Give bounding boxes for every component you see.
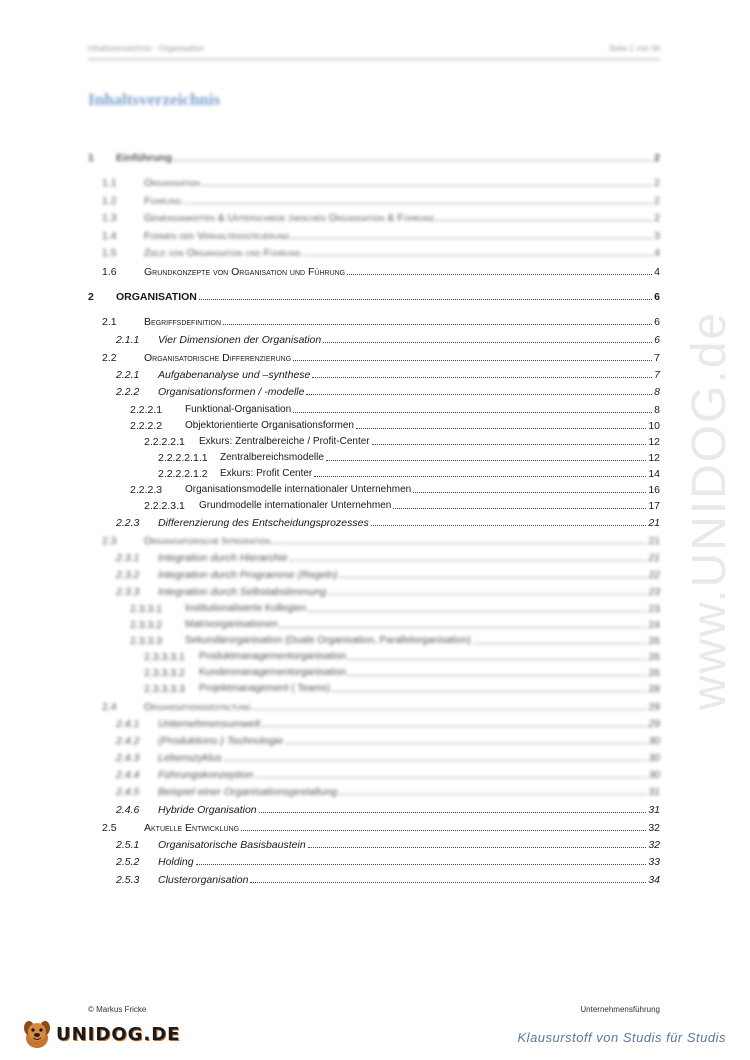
toc-dot-leader: [250, 881, 646, 883]
header-left-text: Inhaltsverzeichnis - Organisation: [88, 44, 205, 53]
footer-subject: Unternehmensführung: [580, 1005, 660, 1014]
toc-entry-number: 2.5.2: [116, 856, 140, 868]
toc-entry[interactable]: [88, 835, 660, 851]
toc-entry[interactable]: [88, 432, 660, 448]
toc-entry-number: 2.4: [102, 701, 117, 713]
toc-dot-leader: [253, 708, 646, 710]
toc-entry[interactable]: [88, 748, 660, 764]
toc-entry-page: 7: [654, 369, 660, 381]
toc-entry-page: 26: [648, 667, 660, 679]
toc-dot-leader: [241, 829, 646, 831]
toc-entry-page: 29: [648, 718, 660, 730]
toc-entry-number: 1: [88, 152, 94, 164]
toc-entry[interactable]: [88, 226, 660, 242]
toc-dot-leader: [272, 542, 646, 544]
toc-entry-number: 1.2: [102, 195, 117, 207]
toc-dot-leader: [314, 475, 646, 477]
toc-dot-leader: [436, 219, 652, 221]
toc-entry-page: 3: [654, 230, 660, 242]
toc-entry-title: Begriffsdefinition: [144, 316, 222, 328]
toc-entry-number: 2.4.5: [116, 786, 140, 798]
toc-entry-page: 30: [648, 735, 660, 747]
watermark-text: www.UNIDOG.de: [683, 310, 737, 710]
toc-dot-leader: [174, 159, 652, 161]
toc-dot-leader: [340, 576, 647, 578]
toc-entry-page: 8: [654, 404, 660, 416]
toc-entry-page: 22: [648, 569, 660, 581]
toc-entry-page: 28: [648, 683, 660, 695]
toc-entry-page: 26: [648, 635, 660, 647]
toc-entry-title: Hybride Organisation: [158, 804, 257, 816]
toc-entry-page: 16: [648, 484, 660, 496]
toc-entry-page: 32: [648, 839, 660, 851]
toc-entry-number: 2.3.3.1: [130, 603, 163, 615]
toc-dot-leader: [308, 846, 647, 848]
toc-entry-number: 2.4.4: [116, 769, 140, 781]
toc-entry-page: 2: [654, 212, 660, 224]
toc-entry-title: Kundenmanagementorganisation: [199, 667, 347, 678]
toc-entry-number: 2.2.2.2.1: [144, 436, 185, 448]
toc-entry-title: Integration durch Selbstabstimmung: [158, 586, 327, 598]
toc-entry-page: 2: [654, 195, 660, 207]
toc-entry-page: 6: [654, 291, 660, 303]
toc-entry-number: 2.3.3.3: [130, 635, 163, 647]
toc-entry[interactable]: [88, 330, 660, 346]
toc-entry-number: 2.3.3: [116, 586, 140, 598]
toc-entry[interactable]: [88, 731, 660, 747]
toc-entry-page: 30: [648, 752, 660, 764]
toc-entry-number: 2.2.2.2.1.2: [158, 468, 208, 480]
toc-entry[interactable]: [88, 348, 660, 364]
toc-entry[interactable]: [88, 765, 660, 781]
toc-dot-leader: [308, 610, 646, 612]
toc-dot-leader: [332, 690, 646, 692]
toc-entry-title: Führung: [144, 195, 182, 207]
header-rule: [88, 58, 660, 61]
toc-dot-leader: [393, 507, 646, 509]
toc-entry[interactable]: [88, 287, 660, 303]
unidog-logo[interactable]: [20, 1018, 180, 1050]
toc-entry-number: 2.1: [102, 316, 117, 328]
toc-entry-number: 2.5.1: [116, 839, 140, 851]
toc-entry-title: Objektorientierte Organisationsformen: [185, 420, 354, 431]
toc-entry-page: 21: [648, 552, 660, 564]
toc-entry-number: 2.5: [102, 822, 117, 834]
toc-dot-leader: [280, 626, 646, 628]
toc-entry[interactable]: [88, 647, 660, 663]
toc-dot-leader: [371, 524, 647, 526]
toc-entry-title: Aktuelle Entwicklung: [144, 822, 240, 834]
toc-dot-leader: [347, 273, 652, 275]
toc-entry-number: 2.1.1: [116, 334, 140, 346]
toc-entry[interactable]: [88, 464, 660, 480]
toc-entry-page: 12: [648, 436, 660, 448]
toc-entry-title: Beispiel einer Organisationsgestaltung: [158, 786, 338, 798]
toc-entry-page: 14: [648, 468, 660, 480]
toc-entry[interactable]: [88, 382, 660, 398]
toc-entry-title: Organisatorische Basisbaustein: [158, 839, 306, 851]
toc-entry[interactable]: [88, 191, 660, 207]
toc-dot-leader: [473, 642, 647, 644]
toc-dot-leader: [290, 559, 647, 561]
toc-entry-number: 2.2.2.2: [130, 420, 163, 432]
toc-entry-title: Produktmanagementorganisation: [199, 651, 347, 662]
toc-entry-page: 10: [648, 420, 660, 432]
toc-entry-title: Formen der Verhaltenssteuerung: [144, 230, 290, 242]
toc-entry[interactable]: [88, 173, 660, 189]
header-right-text: Seite 1 von 34: [608, 44, 660, 53]
toc-entry-page: 2: [654, 152, 660, 164]
toc-entry-page: 26: [648, 651, 660, 663]
toc-entry-title: Exkurs: Profit Center: [220, 468, 313, 479]
toc-entry-page: 21: [648, 517, 660, 529]
toc-entry-title: Unternehmensumwelt: [158, 718, 261, 730]
toc-dot-leader: [356, 427, 646, 429]
toc-entry-page: 4: [654, 247, 660, 259]
toc-entry[interactable]: [88, 599, 660, 615]
toc-entry[interactable]: [88, 697, 660, 713]
toc-entry-title: Organisatorische Differenzierung: [144, 352, 292, 364]
toc-entry-number: 2.2.2: [116, 386, 140, 398]
toc-dot-leader: [303, 254, 653, 256]
tagline: Klausurstoff von Studis für Studis: [517, 1030, 726, 1045]
toc-dot-leader: [339, 793, 646, 795]
toc-entry-page: 23: [648, 603, 660, 615]
toc-entry-title: Integration durch Hierarchie: [158, 552, 288, 564]
toc-entry-page: 31: [648, 804, 660, 816]
toc-entry-page: 33: [648, 856, 660, 868]
toc-entry-number: 2.3.3.3.3: [144, 683, 185, 695]
watermark: [680, 280, 740, 740]
toc-dot-leader: [202, 184, 652, 186]
toc-entry-number: 2.2.1: [116, 369, 140, 381]
toc-entry-title: Vier Dimensionen der Organisation: [158, 334, 322, 346]
toc-entry-title: Lebenszyklus: [158, 752, 222, 764]
toc-entry-page: 6: [654, 334, 660, 346]
toc-entry[interactable]: [88, 400, 660, 416]
toc-entry-title: Differenzierung des Entscheidungsprozesses: [158, 517, 369, 529]
toc-entry[interactable]: [88, 565, 660, 581]
toc-entry-page: 31: [648, 786, 660, 798]
toc-entry-title: Projektmanagement ( Teams): [199, 683, 330, 694]
toc-dot-leader: [348, 658, 646, 660]
toc-entry-page: 21: [648, 535, 660, 547]
toc-dot-leader: [312, 376, 652, 378]
toc-dot-leader: [326, 459, 646, 461]
toc-dot-leader: [323, 341, 652, 343]
toc-entry-page: 7: [654, 352, 660, 364]
toc-entry-title: Führungskonzeption: [158, 769, 254, 781]
toc-entry-page: 32: [648, 822, 660, 834]
toc-entry-number: 1.1: [102, 177, 117, 189]
toc-entry-page: 2: [654, 177, 660, 189]
toc-dot-leader: [293, 411, 652, 413]
page-header: [88, 42, 660, 58]
toc-entry[interactable]: [88, 531, 660, 547]
toc-dot-leader: [372, 443, 647, 445]
toc-entry[interactable]: [88, 208, 660, 224]
toc-entry[interactable]: [88, 818, 660, 834]
toc-entry[interactable]: [88, 548, 660, 564]
toc-entry-title: Sekundärorganisation (Duale Organisation, Parallelorganisation): [185, 635, 471, 646]
toc-dot-leader: [328, 593, 646, 595]
toc-entry-number: 2.2: [102, 352, 117, 364]
toc-entry-title: Grundkonzepte von Organisation und Führung: [144, 266, 346, 278]
toc-entry[interactable]: [88, 870, 660, 886]
toc-entry-number: 1.6: [102, 266, 117, 278]
toc-entry[interactable]: [88, 496, 660, 512]
toc-entry-number: 1.4: [102, 230, 117, 242]
toc-entry-title: Clusterorganisation: [158, 874, 249, 886]
toc-dot-leader: [306, 393, 652, 395]
toc-dot-leader: [196, 863, 647, 865]
toc-entry-title: Organisationsformen / -modelle: [158, 386, 305, 398]
toc-entry-title: Aufgabenanalyse und –synthese: [158, 369, 311, 381]
toc-entry-number: 2.4.3: [116, 752, 140, 764]
toc-entry-number: 1.3: [102, 212, 117, 224]
toc-entry[interactable]: [88, 312, 660, 328]
toc-entry[interactable]: [88, 480, 660, 496]
toc-entry-title: Integration durch Programme (Regeln): [158, 569, 338, 581]
toc-entry-page: 4: [654, 266, 660, 278]
toc-entry-page: 12: [648, 452, 660, 464]
toc-entry-page: 30: [648, 769, 660, 781]
toc-dot-leader: [285, 742, 646, 744]
toc-dot-leader: [255, 776, 646, 778]
toc-entry-number: 2.3.3.3.1: [144, 651, 185, 663]
footer-copyright: © Markus Fricke: [88, 1005, 147, 1014]
toc-entry[interactable]: [88, 262, 660, 278]
toc-entry-title: Organisation: [144, 177, 200, 189]
toc-dot-leader: [223, 323, 652, 325]
toc-entry[interactable]: [88, 416, 660, 432]
toc-entry[interactable]: [88, 663, 660, 679]
toc-entry-title: Funktional-Organisation: [185, 404, 292, 415]
toc-entry-number: 2.3: [102, 535, 117, 547]
toc-entry-title: (Produktions-) Technologie: [158, 735, 284, 747]
toc-entry-title: Organisationsgestaltung: [144, 701, 251, 713]
toc-entry-title: ORGANISATION: [116, 291, 197, 303]
toc-entry-number: 2.4.1: [116, 718, 140, 730]
toc-dot-leader: [262, 725, 646, 727]
toc-dot-leader: [292, 237, 653, 239]
toc-entry[interactable]: [88, 513, 660, 529]
toc-dot-leader: [348, 674, 646, 676]
toc-entry-page: 24: [648, 619, 660, 631]
toc-entry-number: 2.3.3.2: [130, 619, 163, 631]
toc-entry-title: Institutionalisierte Kollegien: [185, 603, 307, 614]
toc-entry[interactable]: [88, 800, 660, 816]
toc-entry[interactable]: [88, 582, 660, 598]
toc-entry-title: Gemeinsamkeiten & Unterschiede zwischen Organisation & Führung: [144, 212, 435, 224]
toc-entry[interactable]: [88, 365, 660, 381]
toc-entry-title: Ziele von Organisation und Führung: [144, 247, 301, 259]
toc-entry[interactable]: [88, 852, 660, 868]
toc-entry-title: Einführung: [116, 152, 172, 164]
toc-entry-page: 17: [648, 500, 660, 512]
toc-entry[interactable]: [88, 782, 660, 798]
toc-entry-number: 2.3.2: [116, 569, 140, 581]
toc-entry[interactable]: [88, 243, 660, 259]
toc-entry[interactable]: [88, 615, 660, 631]
toc-entry[interactable]: [88, 631, 660, 647]
toc-entry-title: Organisationsmodelle internationaler Unternehmen: [185, 484, 412, 495]
logo-text: UNIDOG.DE: [56, 1023, 181, 1045]
toc-entry-title: Exkurs: Zentralbereiche / Profit-Center: [199, 436, 370, 447]
toc-entry-page: 6: [654, 316, 660, 328]
toc-dot-leader: [413, 491, 646, 493]
toc-entry-title: Holding: [158, 856, 194, 868]
toc-dot-leader: [293, 359, 652, 361]
toc-entry-number: 2.2.2.2.1.1: [158, 452, 208, 464]
dog-mascot-icon: [20, 1018, 54, 1050]
toc-entry-page: 8: [654, 386, 660, 398]
toc-entry-page: 29: [648, 701, 660, 713]
toc-entry-number: 2.4.6: [116, 804, 140, 816]
toc-entry-title: Matrixorganisationen: [185, 619, 278, 630]
toc-dot-leader: [224, 759, 647, 761]
toc-entry-number: 2.5.3: [116, 874, 140, 886]
toc-entry-number: 2: [88, 291, 94, 303]
toc-entry-title: Organisatorische Integration: [144, 535, 271, 547]
toc-dot-leader: [259, 811, 647, 813]
toc-entry-page: 23: [648, 586, 660, 598]
toc-entry-title: Grundmodelle internationaler Unternehmen: [199, 500, 392, 511]
toc-title: Inhaltsverzeichnis: [88, 90, 221, 109]
toc-entry-number: 2.3.3.3.2: [144, 667, 185, 679]
toc-entry-number: 2.2.3: [116, 517, 140, 529]
toc-dot-leader: [199, 298, 652, 300]
toc-entry-number: 2.2.2.1: [130, 404, 163, 416]
toc-entry-number: 1.5: [102, 247, 117, 259]
toc-entry[interactable]: [88, 679, 660, 695]
toc-entry-number: 2.3.1: [116, 552, 140, 564]
toc-entry[interactable]: [88, 714, 660, 730]
toc-dot-leader: [183, 202, 652, 204]
toc-entry[interactable]: [88, 448, 660, 464]
toc-entry-page: 34: [648, 874, 660, 886]
toc-entry-number: 2.4.2: [116, 735, 140, 747]
toc-entry-title: Zentralbereichsmodelle: [220, 452, 324, 463]
toc-entry-number: 2.2.2.3.1: [144, 500, 185, 512]
toc-entry-number: 2.2.2.3: [130, 484, 163, 496]
toc-entry[interactable]: [88, 148, 660, 164]
